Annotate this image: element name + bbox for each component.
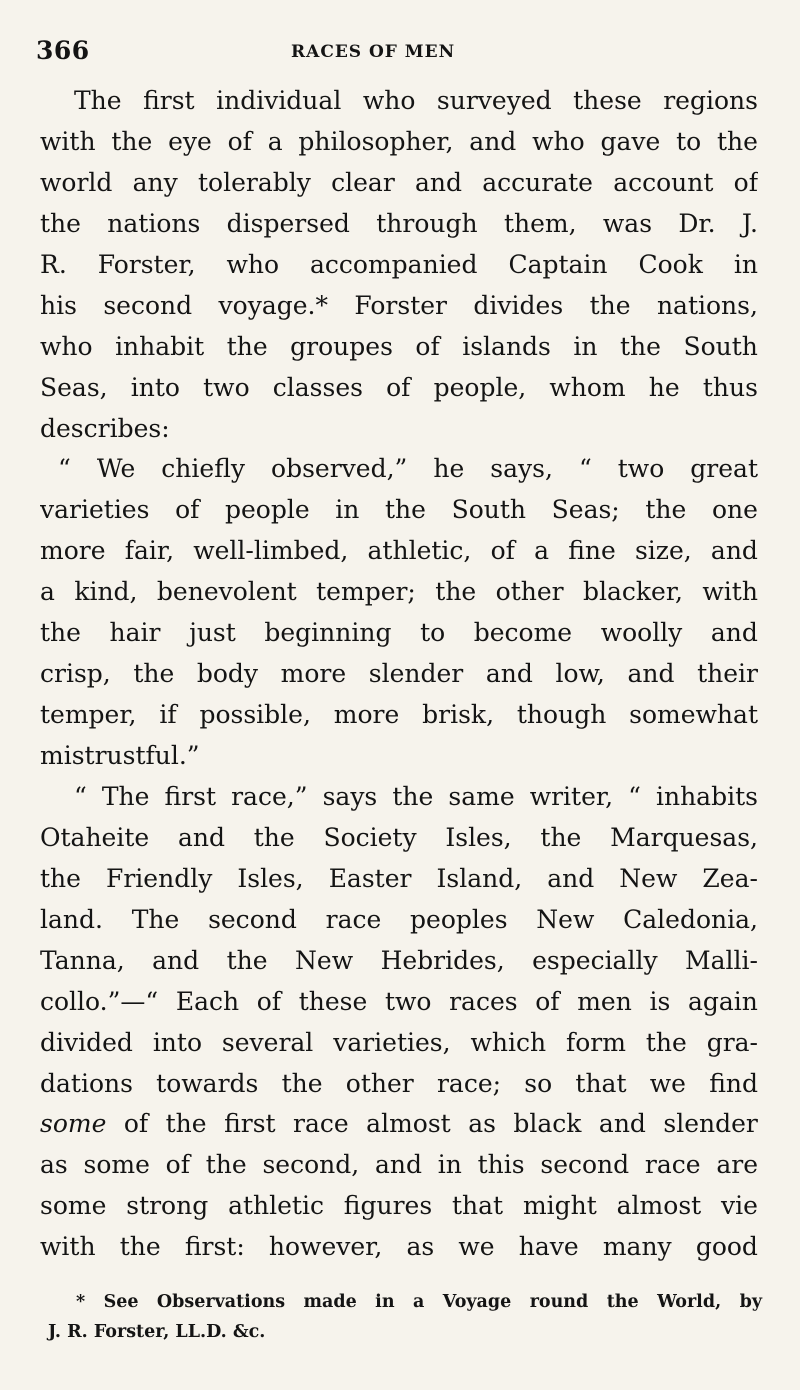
word: however,: [268, 1232, 383, 1262]
word: more: [280, 659, 347, 689]
word: into: [130, 372, 180, 402]
word: become: [473, 618, 573, 648]
word: beginning: [264, 618, 392, 648]
word: race: [644, 1150, 701, 1180]
word: Captain: [508, 249, 608, 279]
word: the: [119, 1232, 161, 1262]
word: Cook: [638, 249, 703, 279]
word: New: [295, 945, 354, 975]
word: the: [165, 1109, 207, 1139]
word: other: [345, 1068, 414, 1098]
word: fair,: [124, 536, 175, 566]
text-line: [40, 1150, 758, 1191]
word: in: [335, 495, 360, 525]
word: the: [645, 1027, 687, 1057]
word: varieties,: [333, 1027, 451, 1057]
word: peoples: [410, 904, 508, 934]
word: the: [205, 1150, 247, 1180]
word: second: [103, 290, 193, 320]
word: Caledonia,: [623, 904, 758, 934]
word: form: [565, 1027, 626, 1057]
word: observed,”: [271, 454, 408, 484]
text-line: [40, 577, 758, 618]
word: fine: [568, 536, 616, 566]
word: good: [695, 1232, 758, 1262]
word: Forster,: [97, 249, 196, 279]
footnote-line: J. R. Forster, LL.D. &c.: [48, 1322, 266, 1342]
word: men: [577, 986, 632, 1016]
word: second: [208, 904, 297, 934]
word: groupes: [290, 331, 393, 361]
word: size,: [634, 536, 692, 566]
word: athletic,: [367, 536, 472, 566]
word: surveyed: [436, 86, 552, 115]
word: as: [406, 1232, 435, 1262]
word: strong: [126, 1191, 209, 1221]
footnote: [36, 1292, 762, 1352]
text-line: [40, 209, 758, 250]
word: if: [159, 700, 177, 730]
word: are: [716, 1150, 758, 1180]
word: race,”: [231, 781, 308, 811]
text-line: [40, 987, 758, 1028]
word: temper,: [40, 700, 137, 730]
word: South: [683, 331, 758, 361]
word: says,: [490, 454, 553, 484]
word: is: [649, 986, 671, 1016]
word: in: [573, 331, 598, 361]
word: the: [226, 331, 268, 361]
word: writer,: [529, 781, 614, 811]
word: them,: [503, 208, 577, 238]
word: World,: [657, 1292, 722, 1312]
word: athletic: [228, 1191, 324, 1221]
word: almost: [616, 1191, 702, 1221]
word: of: [386, 372, 411, 402]
word: in: [437, 1150, 462, 1180]
word: dations: [40, 1068, 133, 1098]
word: and: [547, 863, 595, 893]
word: find: [709, 1068, 758, 1098]
word: as: [40, 1150, 68, 1180]
word: of: [175, 495, 200, 525]
word: account: [613, 167, 714, 197]
word: his: [40, 290, 77, 320]
word: many: [602, 1232, 672, 1262]
word: divided: [40, 1027, 133, 1057]
word: great: [690, 454, 758, 484]
word: Observations: [156, 1292, 286, 1312]
word: as: [468, 1109, 496, 1139]
word: two: [617, 454, 665, 484]
word: Hebrides,: [380, 945, 505, 975]
word: islands: [462, 331, 551, 361]
word: the: [253, 822, 295, 852]
word: gave: [600, 126, 661, 156]
word: inhabits: [655, 781, 758, 811]
word: and: [627, 659, 675, 689]
word: We: [96, 454, 136, 484]
word: philosopher,: [298, 126, 454, 156]
word: by: [739, 1292, 762, 1312]
word: The: [131, 904, 180, 934]
word: might: [522, 1191, 597, 1221]
word: second,: [262, 1150, 360, 1180]
word: the: [40, 208, 81, 238]
text-line: [40, 86, 758, 127]
word: we: [649, 1068, 686, 1098]
word: that: [575, 1068, 627, 1098]
word: clear: [331, 167, 395, 197]
word: New: [619, 863, 678, 893]
word: especially: [532, 945, 658, 975]
word: this: [477, 1150, 525, 1180]
word: and: [415, 167, 463, 197]
word: a: [412, 1292, 425, 1312]
word: world: [40, 167, 113, 197]
word: through: [376, 208, 478, 238]
word: we: [458, 1232, 495, 1262]
text-line: [40, 250, 758, 291]
word: race: [325, 904, 382, 934]
word: one: [711, 495, 758, 525]
word: and: [152, 945, 200, 975]
word: mistrustful.”: [40, 741, 200, 770]
word: Malli-: [685, 945, 758, 975]
word: of: [256, 986, 282, 1016]
word: blacker,: [583, 577, 683, 607]
word: The: [101, 781, 150, 811]
word: and: [710, 618, 758, 648]
word: See: [103, 1292, 139, 1312]
word: varieties: [40, 495, 150, 525]
word: he: [648, 372, 680, 402]
word: any: [132, 167, 178, 197]
word: body: [196, 659, 259, 689]
text-line: [40, 1191, 758, 1232]
word: in: [733, 249, 758, 279]
page-number: 366: [36, 36, 90, 65]
word: and: [177, 822, 225, 852]
text-line: [40, 454, 758, 495]
word: divides: [473, 290, 564, 320]
word: more: [333, 700, 400, 730]
text-line: [40, 700, 758, 741]
word: a: [40, 577, 55, 607]
word: hair: [109, 618, 161, 648]
word: more: [40, 536, 106, 566]
text-line: [40, 1028, 758, 1069]
word: towards: [156, 1068, 259, 1098]
word: possible,: [199, 700, 311, 730]
word: collo.”—“: [40, 986, 159, 1016]
word: and: [469, 126, 517, 156]
word: nations,: [656, 290, 758, 320]
word: the: [111, 126, 153, 156]
word: the: [226, 945, 268, 975]
word: Otaheite: [40, 822, 150, 852]
word: Seas;: [551, 495, 620, 525]
footnote-line: [36, 1292, 762, 1322]
word: and: [485, 659, 533, 689]
word: tolerably: [198, 167, 311, 197]
word: South: [451, 495, 527, 525]
word: inhabit: [115, 331, 205, 361]
word: Friendly: [106, 863, 213, 893]
word: other: [495, 577, 564, 607]
word: low,: [555, 659, 605, 689]
text-line: [40, 1109, 758, 1150]
word: the: [133, 659, 175, 689]
word: the: [281, 1068, 323, 1098]
word: who: [362, 86, 416, 115]
word: which: [470, 1027, 547, 1057]
word: of: [123, 1109, 149, 1139]
word: the: [40, 618, 81, 648]
word: regions: [663, 86, 758, 115]
text-line: [40, 495, 758, 536]
word: races: [449, 986, 518, 1016]
word: of: [227, 126, 252, 156]
word: second: [540, 1150, 630, 1180]
word: individual: [216, 86, 342, 115]
word: describes:: [40, 413, 170, 443]
text-line: [40, 168, 758, 209]
word: he: [433, 454, 465, 484]
word: “: [58, 454, 71, 484]
word: so: [524, 1068, 553, 1098]
word: some: [40, 1109, 107, 1139]
word: a: [267, 126, 283, 156]
text-line: [40, 332, 758, 373]
word: almost: [366, 1109, 451, 1139]
word: Isles,: [445, 822, 512, 852]
word: a: [534, 536, 549, 566]
text-line: [40, 864, 758, 905]
text-line: [40, 946, 758, 987]
word: “: [578, 454, 592, 484]
text-line: [40, 905, 758, 946]
word: of: [165, 1150, 190, 1180]
word: dispersed: [226, 208, 350, 238]
word: have: [518, 1232, 579, 1262]
word: race: [293, 1109, 349, 1139]
text-line: [40, 291, 758, 332]
word: in: [375, 1292, 395, 1312]
word: gra-: [706, 1027, 758, 1057]
text-line: [40, 659, 758, 700]
word: with: [40, 1232, 96, 1262]
word: accurate: [482, 167, 593, 197]
word: was: [602, 208, 653, 238]
word: who: [226, 249, 280, 279]
word: Forster: [354, 290, 448, 320]
word: Voyage: [442, 1292, 512, 1312]
word: first:: [184, 1232, 245, 1262]
word: made: [303, 1292, 357, 1312]
word: first: [143, 86, 195, 115]
word: same: [448, 781, 515, 811]
text-line: [40, 373, 758, 414]
text-line: [40, 1232, 758, 1273]
word: *: [76, 1292, 86, 1312]
word: “: [628, 781, 641, 811]
word: and: [710, 536, 758, 566]
word: brisk,: [422, 700, 495, 730]
word: first: [224, 1109, 276, 1139]
word: these: [298, 986, 368, 1016]
body-text: [40, 86, 758, 1273]
text-line: [40, 1069, 758, 1110]
text-line: [40, 414, 758, 455]
word: thus: [702, 372, 758, 402]
word: to: [676, 126, 702, 156]
word: round: [529, 1292, 589, 1312]
word: to: [420, 618, 446, 648]
word: the: [385, 495, 426, 525]
word: Zea-: [702, 863, 758, 893]
word: Each: [175, 986, 240, 1016]
word: of: [490, 536, 515, 566]
text-line: [40, 618, 758, 659]
word: says: [322, 781, 378, 811]
word: several: [221, 1027, 314, 1057]
word: The: [74, 86, 122, 115]
word: of: [535, 986, 560, 1016]
running-head: RACES OF MEN: [291, 42, 456, 62]
text-line: [40, 127, 758, 168]
word: some: [83, 1150, 150, 1180]
word: two: [384, 986, 432, 1016]
word: the: [540, 822, 582, 852]
word: eye: [168, 126, 212, 156]
text-line: [40, 782, 758, 823]
word: somewhat: [629, 700, 758, 730]
word: the: [40, 863, 81, 893]
word: slender: [663, 1109, 758, 1139]
word: the: [392, 781, 434, 811]
word: Easter: [328, 863, 412, 893]
word: voyage.*: [218, 290, 328, 320]
word: though: [516, 700, 607, 730]
word: temper;: [316, 577, 416, 607]
word: with: [702, 577, 758, 607]
word: race;: [436, 1068, 502, 1098]
word: kind,: [74, 577, 138, 607]
word: that: [452, 1191, 504, 1221]
word: Island,: [436, 863, 523, 893]
word: of: [415, 331, 440, 361]
word: with: [40, 126, 96, 156]
text-line: [40, 536, 758, 577]
word: slender: [368, 659, 464, 689]
word: figures: [343, 1191, 433, 1221]
word: the: [435, 577, 477, 607]
word: the: [645, 495, 687, 525]
word: New: [536, 904, 595, 934]
word: just: [189, 618, 236, 648]
word: again: [687, 986, 758, 1016]
word: land.: [40, 904, 103, 934]
text-line: [40, 823, 758, 864]
word: well-limbed,: [193, 536, 349, 566]
word: Tanna,: [40, 945, 125, 975]
word: into: [152, 1027, 203, 1057]
word: J.: [741, 208, 758, 238]
word: classes: [272, 372, 363, 402]
word: the: [589, 290, 631, 320]
word: benevolent: [156, 577, 297, 607]
word: Isles,: [237, 863, 304, 893]
word: two: [203, 372, 250, 402]
word: Seas,: [40, 372, 108, 402]
word: Dr.: [678, 208, 716, 238]
word: some: [40, 1191, 107, 1221]
word: whom: [549, 372, 626, 402]
word: who: [532, 126, 585, 156]
word: the: [606, 1292, 639, 1312]
word: the: [717, 126, 758, 156]
word: and: [374, 1150, 422, 1180]
word: nations: [107, 208, 201, 238]
word: their: [697, 659, 758, 689]
word: first: [164, 781, 217, 811]
word: people: [225, 495, 310, 525]
word: black: [513, 1109, 582, 1139]
word: who: [40, 331, 93, 361]
word: accompanied: [310, 249, 478, 279]
page-header: [36, 36, 776, 76]
word: these: [573, 86, 642, 115]
word: chiefly: [161, 454, 245, 484]
word: R.: [40, 249, 67, 279]
word: of: [733, 167, 758, 197]
word: vie: [721, 1191, 758, 1221]
word: people,: [433, 372, 527, 402]
word: the: [620, 331, 661, 361]
word: Marquesas,: [610, 822, 758, 852]
word: woolly: [600, 618, 683, 648]
word: and: [598, 1109, 646, 1139]
text-line: [40, 741, 758, 782]
word: Society: [323, 822, 417, 852]
word: crisp,: [40, 659, 111, 689]
word: “: [74, 781, 87, 811]
